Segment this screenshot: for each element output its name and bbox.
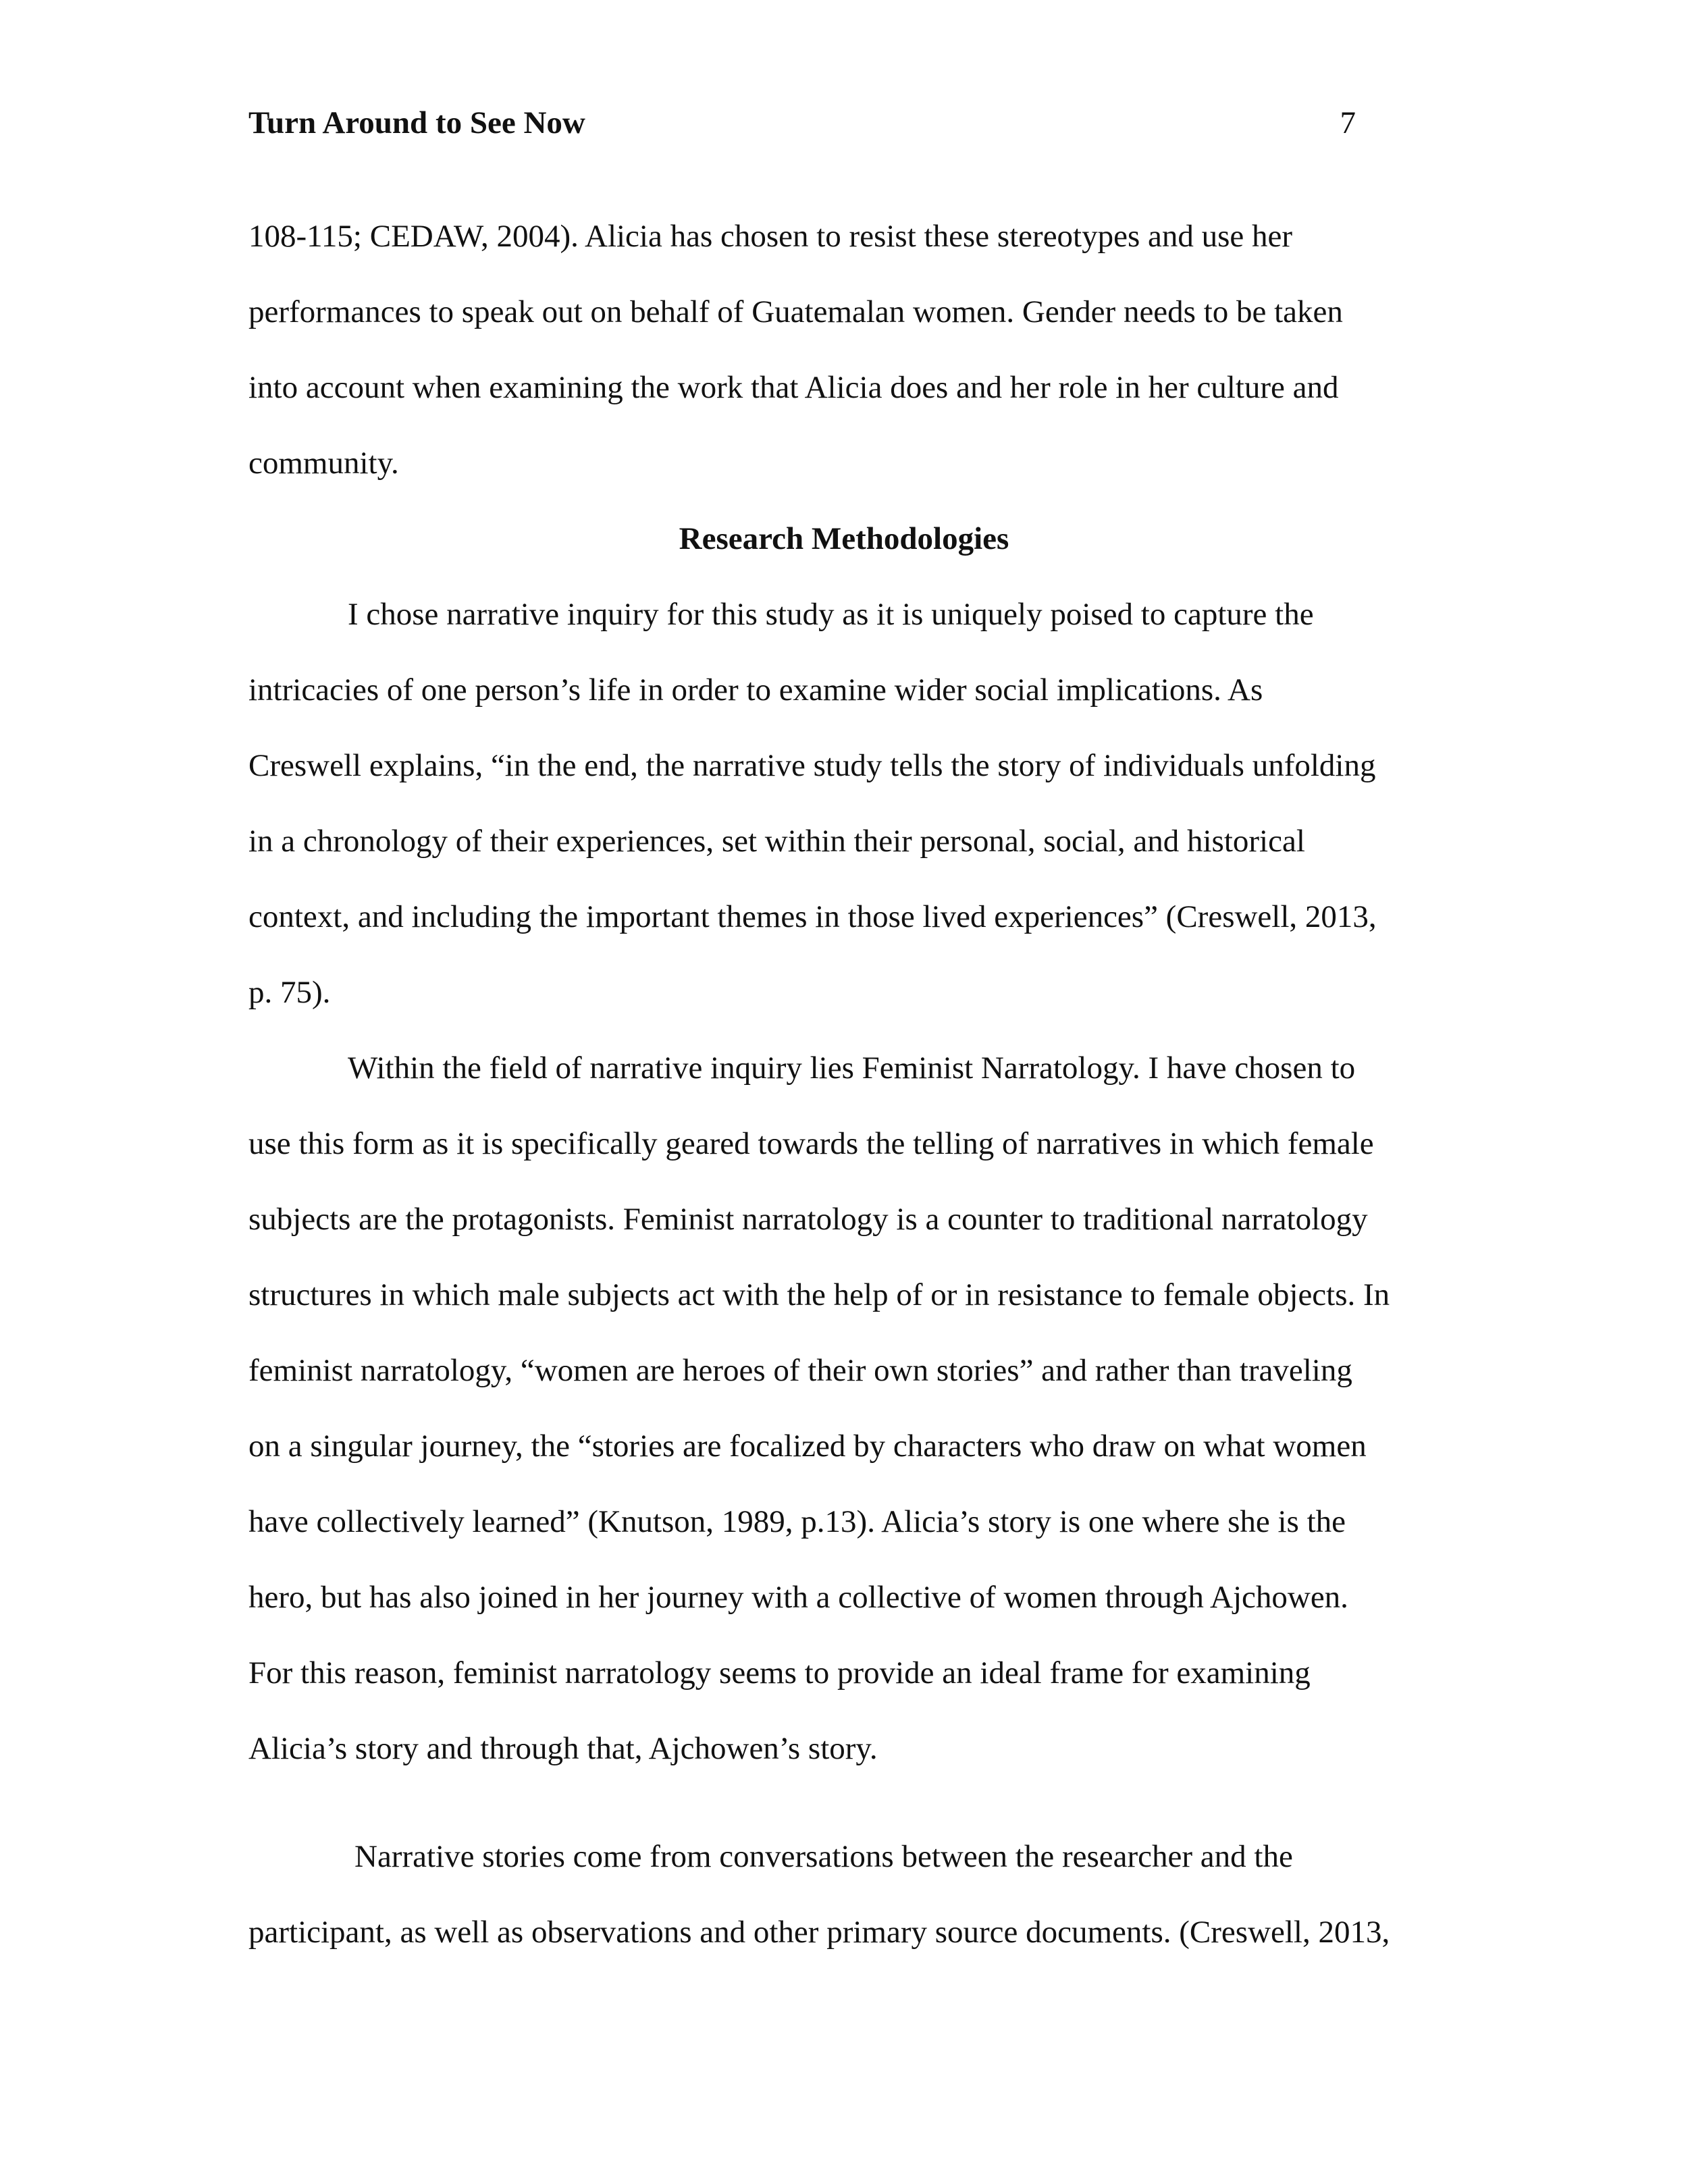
text-line: into account when examining the work that Alicia does and her role in her culture and xyxy=(248,370,1339,405)
text-line: Narrative stories come from conversations between the researcher and the xyxy=(354,1839,1293,1874)
text-line: context, and including the important themes in those lived experiences” (Creswell, 2013, xyxy=(248,899,1377,934)
running-head-title: Turn Around to See Now xyxy=(248,105,585,140)
text-line: participant, as well as observations and other primary source documents. (Creswell, 2013, xyxy=(248,1915,1390,1950)
text-line: hero, but has also joined in her journey with a collective of women through Ajchowen. xyxy=(248,1580,1348,1615)
text-line: For this reason, feminist narratology seems to provide an ideal frame for examining xyxy=(248,1655,1311,1690)
text-line: in a chronology of their experiences, set within their personal, social, and historical xyxy=(248,824,1305,859)
page-number: 7 xyxy=(1340,105,1356,140)
text-line: intricacies of one person’s life in order to examine wider social implications. As xyxy=(248,672,1263,708)
section-heading: Research Methodologies xyxy=(679,521,1009,556)
text-line: I chose narrative inquiry for this study as it is uniquely poised to capture the xyxy=(348,597,1314,632)
text-line: Creswell explains, “in the end, the narrative study tells the story of individuals unfolding xyxy=(248,748,1376,783)
text-line: Within the field of narrative inquiry lies Feminist Narratology. I have chosen to xyxy=(348,1050,1356,1086)
text-line: performances to speak out on behalf of Guatemalan women. Gender needs to be taken xyxy=(248,294,1343,329)
text-line: use this form as it is specifically geared towards the telling of narratives in which female xyxy=(248,1126,1374,1161)
text-line: structures in which male subjects act with the help of or in resistance to female objects. In xyxy=(248,1277,1390,1312)
text-line: p. 75). xyxy=(248,975,331,1010)
text-line: subjects are the protagonists. Feminist narratology is a counter to traditional narratology xyxy=(248,1202,1368,1237)
text-line: on a singular journey, the “stories are focalized by characters who draw on what women xyxy=(248,1429,1367,1464)
running-head xyxy=(248,101,1356,144)
text-line: feminist narratology, “women are heroes of their own stories” and rather than traveling xyxy=(248,1353,1352,1388)
text-line: have collectively learned” (Knutson, 1989, p.13). Alicia’s story is one where she is the xyxy=(248,1504,1346,1539)
text-line: Alicia’s story and through that, Ajchowen’s story. xyxy=(248,1731,878,1766)
text-line: community. xyxy=(248,446,399,481)
text-line: 108-115; CEDAW, 2004). Alicia has chosen to resist these stereotypes and use her xyxy=(248,219,1293,254)
